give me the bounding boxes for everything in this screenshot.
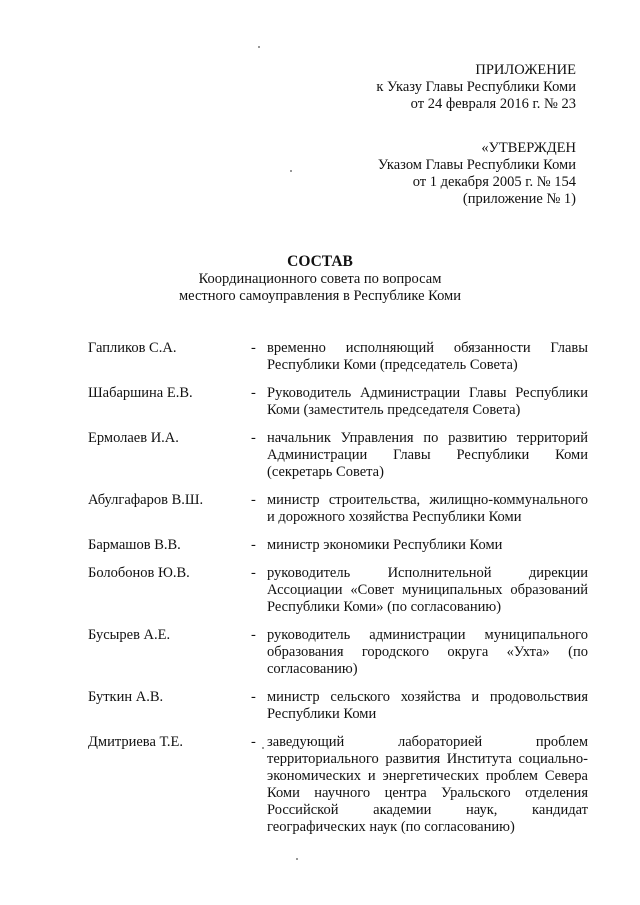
member-row <box>88 689 588 723</box>
member-name: Буткин А.В. <box>88 689 164 705</box>
member-name: Ермолаев И.А. <box>88 430 179 446</box>
member-row <box>88 492 588 526</box>
member-role: руководитель администрации муниципального образования городского округа «Ухта» (по согласованию) <box>267 627 588 677</box>
member-dash: - <box>251 340 256 356</box>
member-dash: - <box>251 385 256 401</box>
member-row <box>88 340 588 374</box>
member-dash: - <box>251 492 256 508</box>
member-role: министр строительства, жилищно-коммунального и дорожного хозяйства Республики Коми <box>267 492 588 525</box>
member-role: министр экономики Республики Коми <box>267 537 503 553</box>
member-role: временно исполняющий обязанности Главы Республики Коми (председатель Совета) <box>267 340 588 373</box>
member-row <box>88 430 588 481</box>
approved-by: Указом Главы Республики Коми <box>377 157 576 173</box>
member-role: заведующий лабораторией проблем территориального развития Института социально-экономических и энергетических проблем Севера Коми научного центра Уральского отделения Российской академии наук, кандидат географических наук (по согласованию) <box>267 734 588 835</box>
appendix-decree-date: от 24 февраля 2016 г. № 23 <box>410 96 576 112</box>
approved-date: от 1 декабря 2005 г. № 154 <box>412 174 576 190</box>
member-row <box>88 537 588 554</box>
approved-label: «УТВЕРЖДЕН <box>481 140 576 156</box>
member-name: Шабаршина Е.В. <box>88 385 193 401</box>
document-title <box>0 253 640 305</box>
scan-speck <box>258 46 260 48</box>
member-name: Бармашов В.В. <box>88 537 181 553</box>
member-name: Гапликов С.А. <box>88 340 177 356</box>
member-row <box>88 565 588 616</box>
title-heading: СОСТАВ <box>287 253 353 270</box>
scan-speck <box>262 747 264 749</box>
member-role: руководитель Исполнительной дирекции Ассоциации «Совет муниципальных образований Республики Коми» (по согласованию) <box>267 565 588 615</box>
appendix-title: ПРИЛОЖЕНИЕ <box>475 62 576 78</box>
appendix-decree-ref: к Указу Главы Республики Коми <box>376 79 576 95</box>
member-name: Болобонов Ю.В. <box>88 565 190 581</box>
scan-speck <box>296 858 298 860</box>
member-dash: - <box>251 689 256 705</box>
member-name: Дмитриева Т.Е. <box>88 734 184 750</box>
member-row <box>88 734 588 836</box>
member-row <box>88 627 588 678</box>
member-role: министр сельского хозяйства и продовольствия Республики Коми <box>267 689 588 722</box>
member-role: начальник Управления по развитию территорий Администрации Главы Республики Коми (секретарь Совета) <box>267 430 588 480</box>
member-dash: - <box>251 537 256 553</box>
member-role: Руководитель Администрации Главы Республики Коми (заместитель председателя Совета) <box>267 385 588 418</box>
member-dash: - <box>251 734 256 750</box>
title-subtitle-line-2: местного самоуправления в Республике Коми <box>179 288 461 304</box>
members-list <box>88 340 588 836</box>
appendix-header <box>376 62 576 113</box>
scan-speck <box>290 170 292 172</box>
title-subtitle-line-1: Координационного совета по вопросам <box>198 271 442 287</box>
approval-stamp-text <box>378 140 576 208</box>
member-dash: - <box>251 565 256 581</box>
approved-appendix-number: (приложение № 1) <box>462 191 576 207</box>
member-name: Бусырев А.Е. <box>88 627 171 643</box>
member-row <box>88 385 588 419</box>
member-dash: - <box>251 430 256 446</box>
member-dash: - <box>251 627 256 643</box>
member-name: Абулгафаров В.Ш. <box>88 492 204 508</box>
